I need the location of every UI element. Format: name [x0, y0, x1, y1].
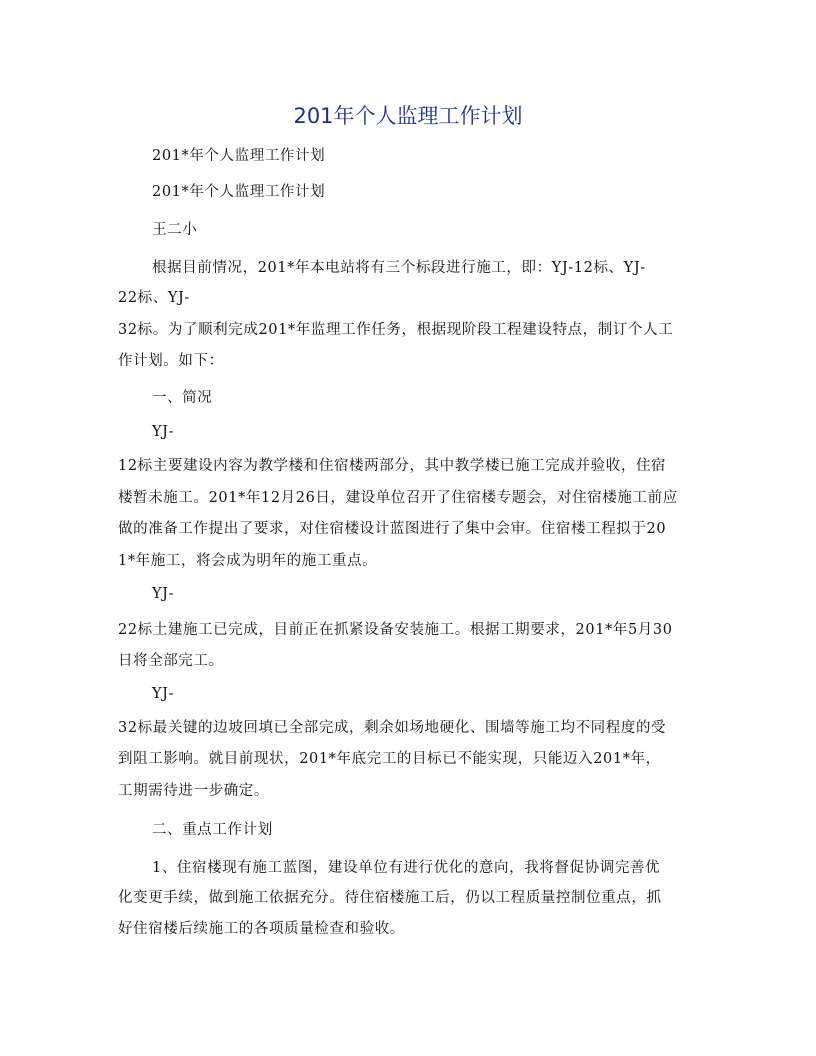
- author-line: 王二小: [152, 222, 198, 238]
- plan-item-1-line-3: 好住宿楼后续施工的各项质量检查和验收。: [118, 921, 405, 937]
- yj32-line-1: 32标最关键的边坡回填已全部完成，剩余如场地硬化、围墙等施工均不同程度的受: [118, 720, 667, 736]
- yj32-line-2: 到阻工影响。就目前现状，201*年底完工的目标已不能实现，只能迈入201*年，: [118, 751, 661, 767]
- yj12-line-3: 做的准备工作提出了要求，对住宿楼设计蓝图进行了集中会审。住宿楼工程拟于20: [118, 521, 667, 537]
- subtitle-line-2: 201*年个人监理工作计划: [152, 184, 326, 200]
- yj12-line-1: 12标主要建设内容为教学楼和住宿楼两部分，其中教学楼已施工完成并验收，住宿: [118, 458, 667, 474]
- yj12-line-2: 楼暂未施工。201*年12月26日，建设单位召开了住宿楼专题会，对住宿楼施工前应: [118, 490, 678, 506]
- yj32-line-3: 工期需待进一步确定。: [118, 783, 269, 799]
- intro-line-2: 22标、YJ-: [118, 290, 190, 306]
- subtitle-line-1: 201*年个人监理工作计划: [152, 148, 326, 164]
- yj12-label: YJ-: [152, 424, 175, 440]
- intro-line-1: 根据目前情况，201*年本电站将有三个标段进行施工，即：YJ-12标、YJ-: [152, 260, 646, 276]
- yj22-label: YJ-: [152, 586, 175, 602]
- plan-item-1-line-2: 化变更手续，做到施工依据充分。待住宿楼施工后，仍以工程质量控制位重点，抓: [118, 890, 662, 906]
- section-heading-overview: 一、简况: [152, 390, 213, 406]
- plan-item-1-line-1: 1、住宿楼现有施工蓝图，建设单位有进行优化的意向，我将督促协调完善优: [152, 860, 661, 876]
- yj32-label: YJ-: [152, 686, 175, 702]
- intro-line-4: 作计划。如下：: [118, 353, 224, 369]
- section-heading-key-plan: 二、重点工作计划: [152, 822, 273, 838]
- document-title: 201年个人监理工作计划: [293, 104, 523, 128]
- yj22-line-1: 22标土建施工已完成，目前正在抓紧设备安装施工。根据工期要求，201*年5月30: [118, 622, 673, 638]
- yj22-line-2: 日将全部完工。: [118, 653, 224, 669]
- yj12-line-4: 1*年施工，将会成为明年的施工重点。: [118, 553, 378, 569]
- intro-line-3: 32标。为了顺利完成201*年监理工作任务，根据现阶段工程建设特点，制订个人工: [118, 322, 674, 338]
